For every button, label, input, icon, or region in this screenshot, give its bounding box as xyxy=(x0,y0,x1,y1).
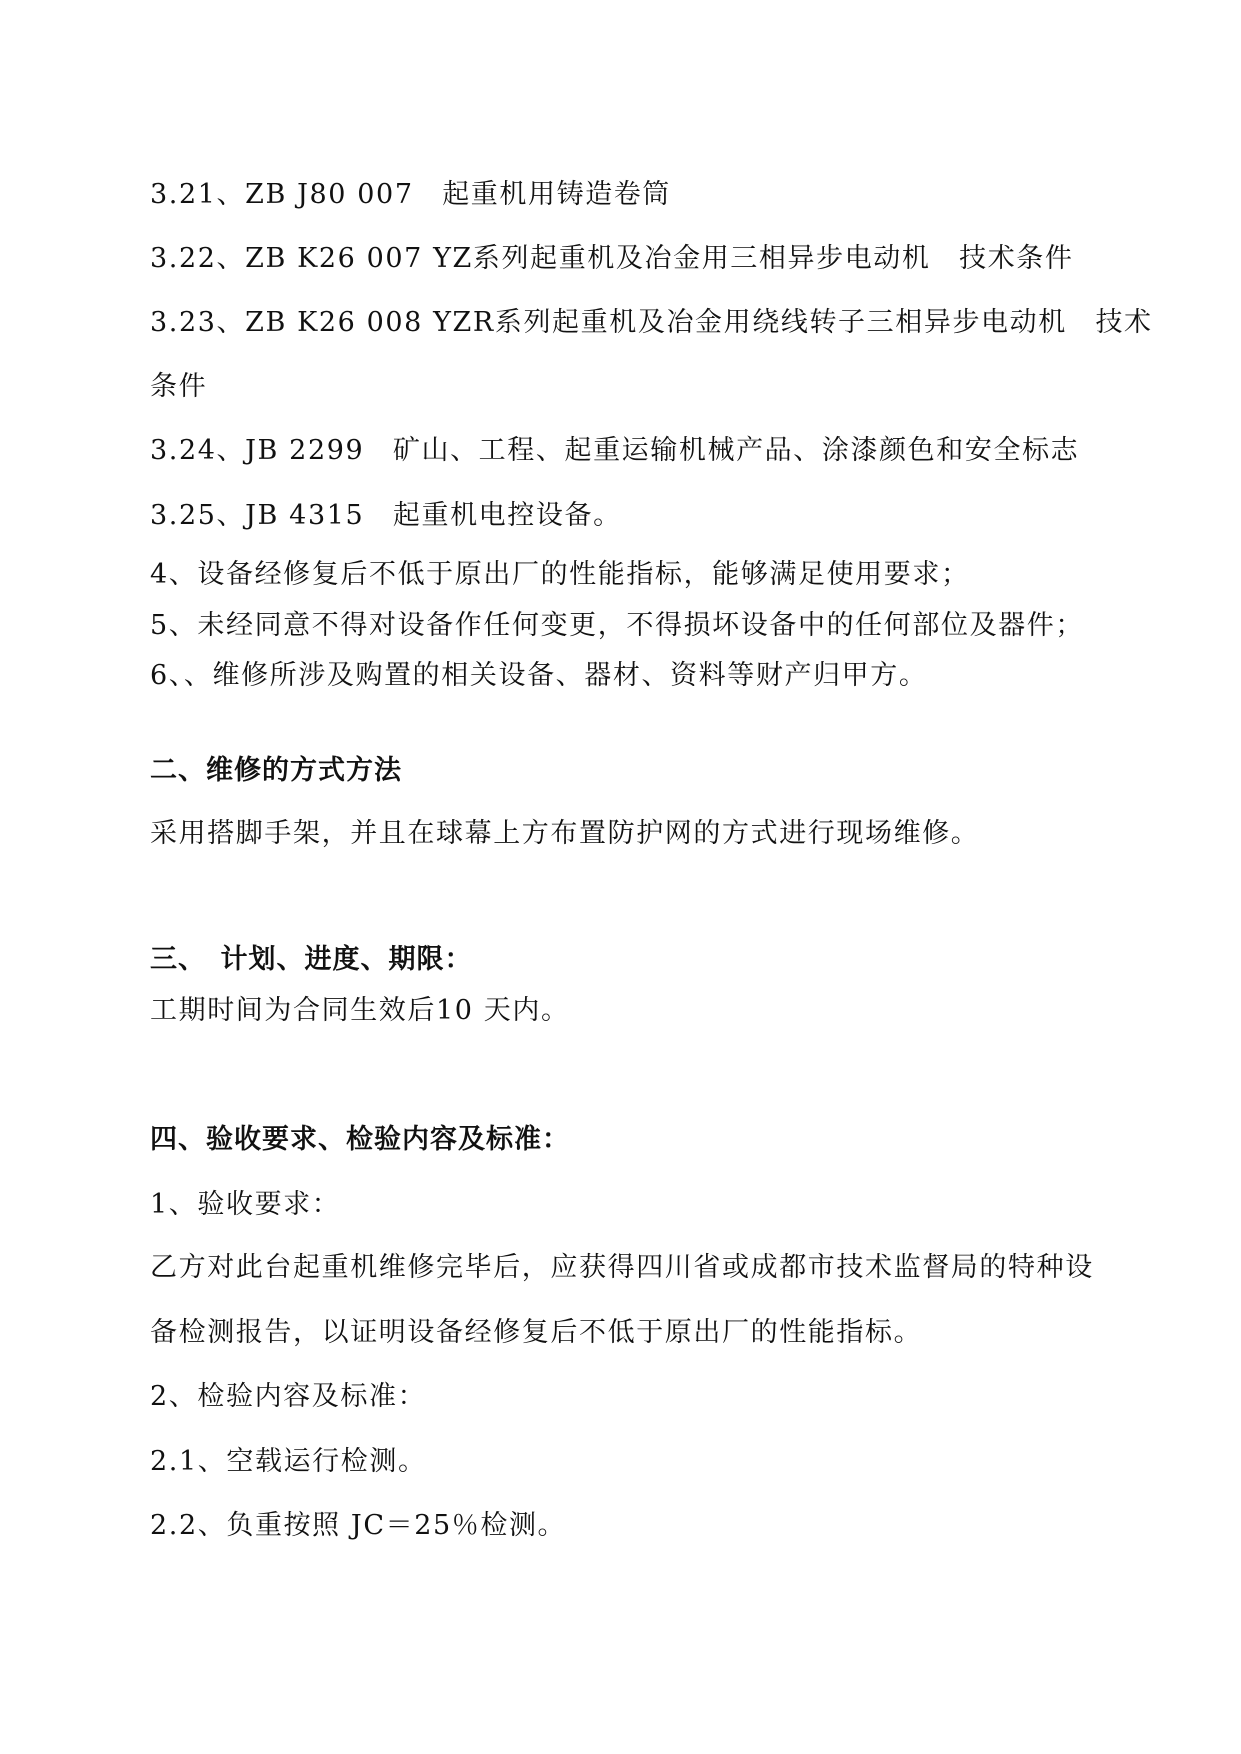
list-item: 2.1、空载运行检测。 xyxy=(150,1446,427,1477)
section-heading: 三、 计划、进度、期限： xyxy=(150,944,473,975)
section-body: 采用搭脚手架，并且在球幕上方布置防护网的方式进行现场维修。 xyxy=(150,818,980,849)
section-body: 工期时间为合同生效后10 天内。 xyxy=(150,995,570,1026)
requirement-item: 6、、维修所涉及购置的相关设备、器材、资料等财产归甲方。 xyxy=(150,660,928,691)
section-heading: 四、验收要求、检验内容及标准： xyxy=(150,1124,570,1155)
standard-item: 3.25、JB 4315 起重机电控设备。 xyxy=(150,500,622,531)
standard-item: 3.23、ZB K26 008 YZR系列起重机及冶金用绕线转子三相异步电动机 技术 xyxy=(150,307,1153,338)
subsection-title: 2、检验内容及标准： xyxy=(150,1381,427,1412)
standard-item: 3.21、ZB J80 007 起重机用铸造卷筒 xyxy=(150,179,671,210)
section-heading: 二、维修的方式方法 xyxy=(150,755,402,786)
list-item: 2.2、负重按照 JC＝25％检测。 xyxy=(150,1510,567,1541)
paragraph-line: 备检测报告，以证明设备经修复后不低于原出厂的性能指标。 xyxy=(150,1317,923,1348)
standard-item-continuation: 条件 xyxy=(150,371,208,402)
standard-item: 3.22、ZB K26 007 YZ系列起重机及冶金用三相异步电动机 技术条件 xyxy=(150,243,1074,274)
subsection-title: 1、验收要求： xyxy=(150,1189,341,1220)
requirement-item: 5、未经同意不得对设备作任何变更，不得损坏设备中的任何部位及器件； xyxy=(150,610,1084,641)
standard-item: 3.24、JB 2299 矿山、工程、起重运输机械产品、涂漆颜色和安全标志 xyxy=(150,435,1080,466)
paragraph-line: 乙方对此台起重机维修完毕后，应获得四川省或成都市技术监督局的特种设 xyxy=(150,1252,1094,1283)
requirement-item: 4、设备经修复后不低于原出厂的性能指标，能够满足使用要求； xyxy=(150,559,970,590)
